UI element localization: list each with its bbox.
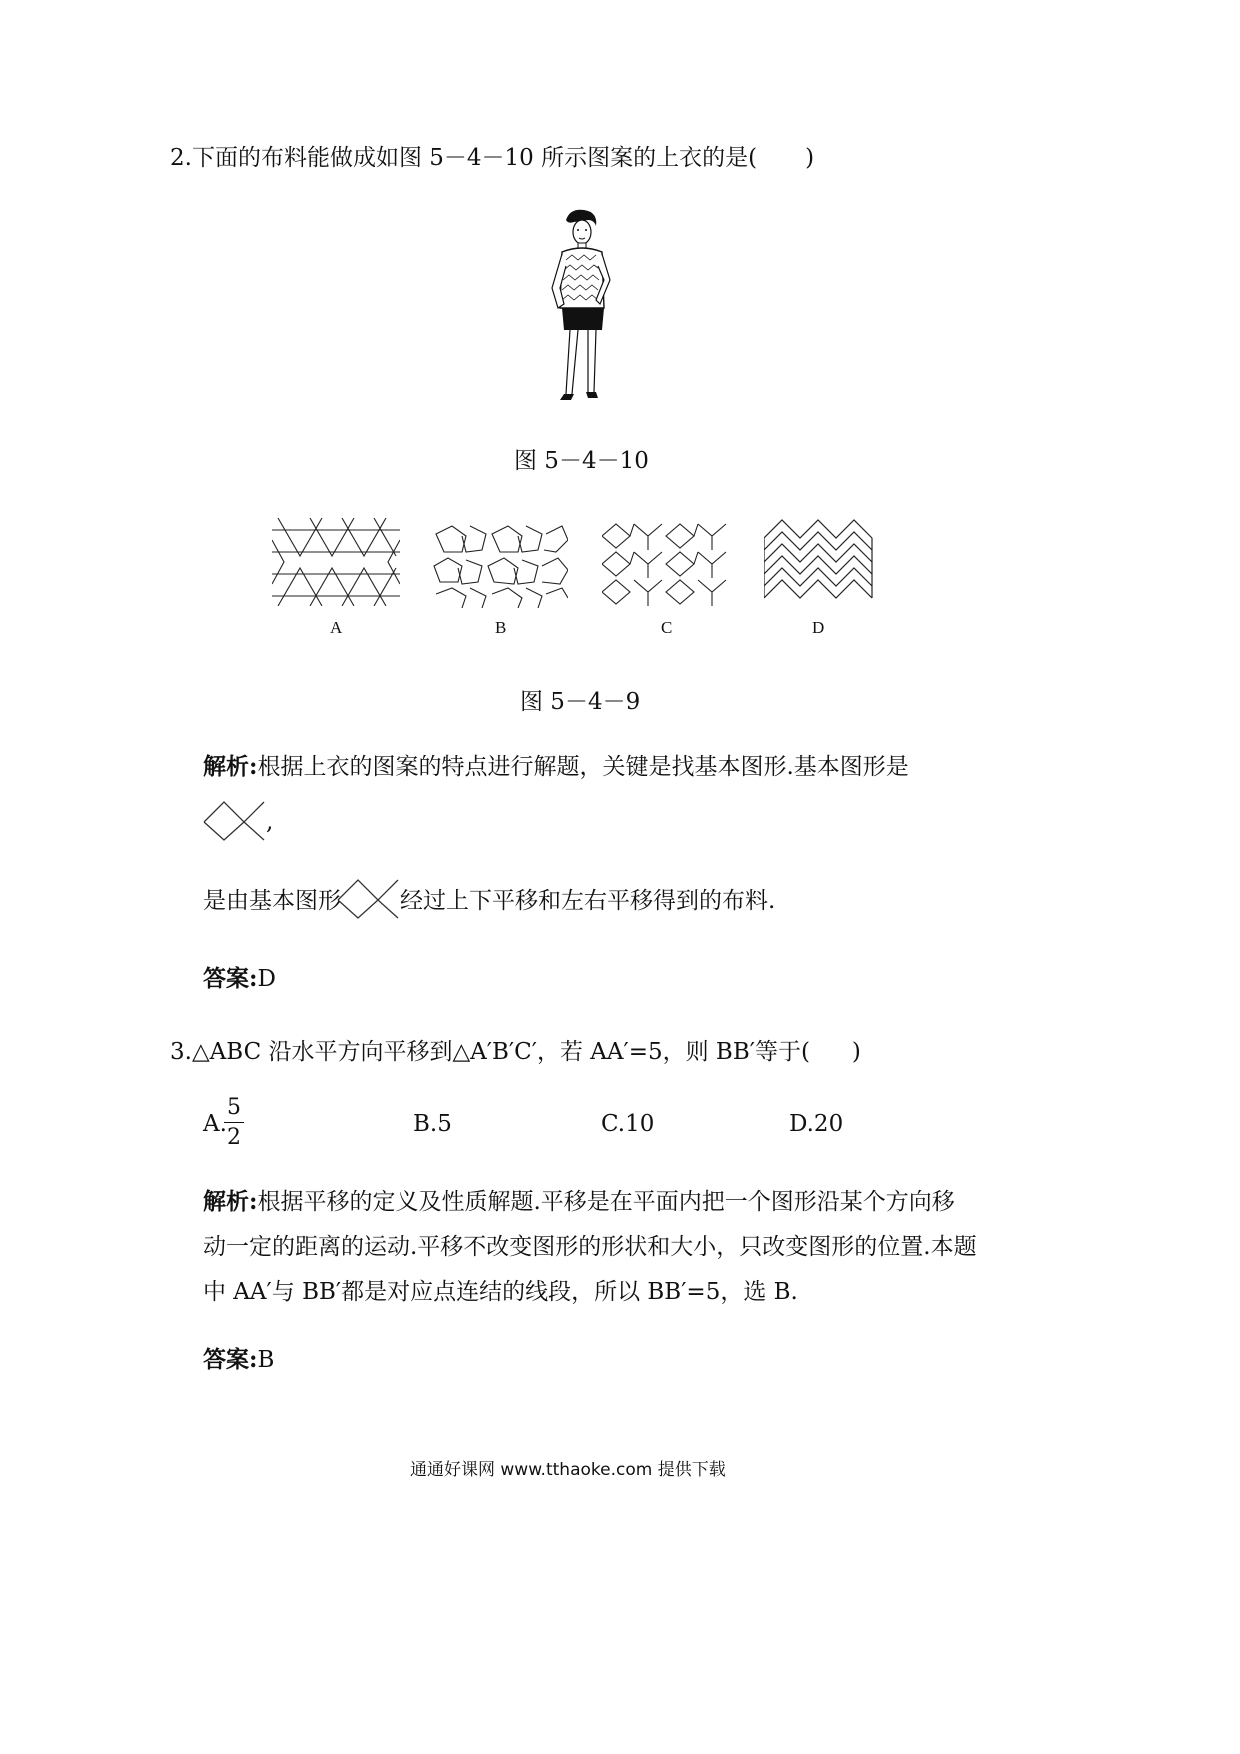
q2-analysis-line2-start: 是由基本图形 (203, 888, 341, 914)
fabric-pattern-a (272, 518, 400, 606)
q2-answer-value: D (257, 966, 276, 992)
fabric-pattern-b (432, 520, 568, 608)
q3-analysis-line3: 中 AA′与 BB′都是对应点连结的线段，所以 BB′=5，选 B. (203, 1279, 798, 1305)
q2-stem (170, 142, 814, 174)
pattern-c-label: C (661, 618, 673, 637)
q2-answer-label: 答案: (203, 965, 258, 992)
fabric-pattern-d (764, 518, 874, 608)
q2-analysis-text1: 根据上衣的图案的特点进行解题，关键是找基本图形.基本图形是 (257, 754, 909, 780)
page-footer: 通通好课网 www.tthaoke.com 提供下载 (410, 1460, 726, 1480)
q3-analysis-text1: 根据平移的定义及性质解题.平移是在平面内把一个图形沿某个方向移 (257, 1189, 955, 1215)
q2-stem-close: ) (805, 145, 815, 171)
q3-option-a-prefix: A. (203, 1111, 227, 1137)
q3-stem (170, 1036, 861, 1068)
q3-stem-text: 3.△ABC 沿水平方向平移到△A′B′C′，若 AA′=5，则 BB′等于( (170, 1039, 810, 1065)
fraction-denominator: 2 (227, 1125, 241, 1150)
pattern-d-label: D (812, 618, 825, 637)
q2-answer (203, 963, 276, 995)
figure-5-4-9-caption: 图 5－4－9 (520, 689, 641, 715)
q3-stem-close: ) (851, 1039, 861, 1065)
pattern-a-label: A (330, 618, 343, 637)
q3-answer (203, 1344, 274, 1376)
q3-answer-value: B (257, 1347, 275, 1373)
pattern-b-label: B (495, 618, 507, 637)
q2-stem-text: 2.下面的布料能做成如图 5－4－10 所示图案的上衣的是( (170, 145, 758, 171)
basic-chevron-shape-1 (202, 800, 266, 842)
q3-analysis-label: 解析: (203, 1188, 258, 1215)
q2-analysis-line1 (203, 751, 909, 783)
q3-option-b: B.5 (413, 1111, 452, 1137)
q3-answer-label: 答案: (203, 1346, 258, 1373)
woman-figure-illustration (538, 208, 628, 408)
q3-option-d: D.20 (789, 1111, 844, 1137)
q3-analysis-line2: 动一定的距离的运动.平移不改变图形的形状和大小，只改变图形的位置.本题 (203, 1234, 977, 1260)
q3-option-c: C.10 (601, 1111, 655, 1137)
q2-analysis-line2-end: 经过上下平移和左右平移得到的布料. (400, 888, 776, 914)
q3-option-a-fraction (222, 1094, 246, 1153)
fraction-numerator: 5 (227, 1095, 241, 1120)
q2-analysis-comma: , (266, 809, 274, 835)
q2-analysis-label: 解析: (203, 753, 258, 780)
basic-chevron-shape-2 (336, 878, 400, 920)
q3-analysis-line1 (203, 1186, 955, 1218)
fabric-pattern-c (602, 520, 732, 608)
figure-5-4-10-caption: 图 5－4－10 (514, 448, 649, 474)
